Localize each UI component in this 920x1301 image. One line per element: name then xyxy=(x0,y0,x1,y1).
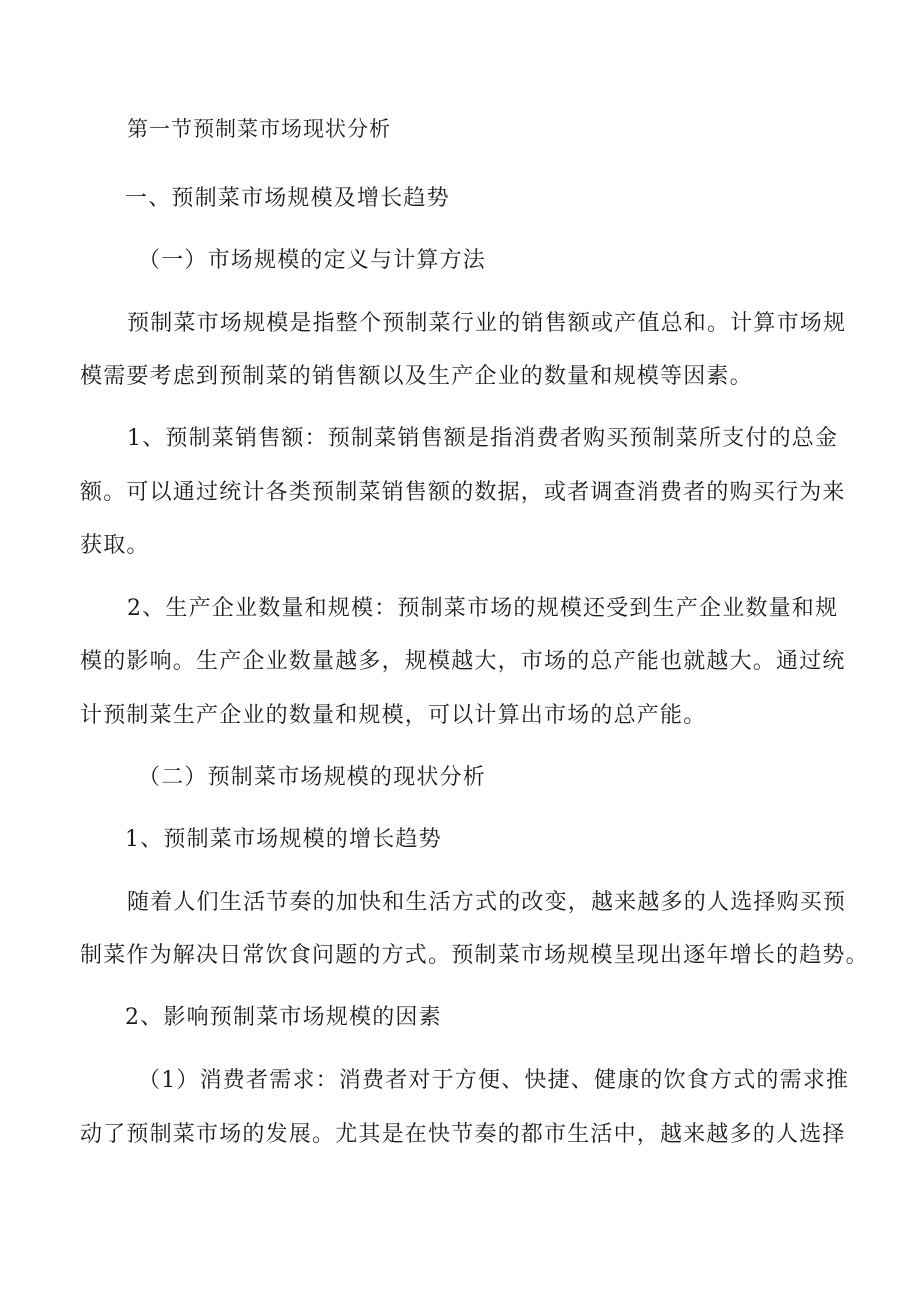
item-influencing-factors: 2、影响预制菜市场规模的因素 xyxy=(125,1005,442,1030)
paragraph-consumer-demand-line-1: （1）消费者需求：消费者对于方便、快捷、健康的饮食方式的需求推 xyxy=(138,1068,850,1093)
paragraph-producers-line-3: 计预制菜生产企业的数量和规模，可以计算出市场的总产能。 xyxy=(80,703,707,728)
paragraph-consumer-demand-line-2: 动了预制菜市场的发展。尤其是在快节奏的都市生活中，越来越多的人选择 xyxy=(80,1122,846,1147)
paragraph-producers-line-2: 模的影响。生产企业数量越多，规模越大，市场的总产能也就越大。通过统 xyxy=(80,649,846,674)
item-growth-trend: 1、预制菜市场规模的增长趋势 xyxy=(125,827,442,852)
paragraph-sales-line-1: 1、预制菜销售额：预制菜销售额是指消费者购买预制菜所支付的总金 xyxy=(127,426,839,451)
subheading-definition-calculation: （一）市场规模的定义与计算方法 xyxy=(138,248,487,273)
paragraph-definition-line-2: 模需要考虑到预制菜的销售额以及生产企业的数量和规模等因素。 xyxy=(80,364,753,389)
paragraph-growth-line-1: 随着人们生活节奏的加快和生活方式的改变，越来越多的人选择购买预 xyxy=(127,890,847,915)
paragraph-producers-line-1: 2、生产企业数量和规模：预制菜市场的规模还受到生产企业数量和规 xyxy=(127,596,839,621)
subheading-current-status: （二）预制菜市场规模的现状分析 xyxy=(138,765,487,790)
paragraph-sales-line-3: 获取。 xyxy=(80,533,150,558)
heading-market-scale-growth: 一、预制菜市场规模及增长趋势 xyxy=(125,186,450,211)
section-title: 第一节预制菜市场现状分析 xyxy=(127,117,391,141)
paragraph-sales-line-2: 额。可以通过统计各类预制菜销售额的数据，或者调查消费者的购买行为来 xyxy=(80,480,846,505)
paragraph-definition-line-1: 预制菜市场规模是指整个预制菜行业的销售额或产值总和。计算市场规 xyxy=(127,311,847,336)
paragraph-growth-line-2: 制菜作为解决日常饮食问题的方式。预制菜市场规模呈现出逐年增长的趋势。 xyxy=(80,943,869,968)
